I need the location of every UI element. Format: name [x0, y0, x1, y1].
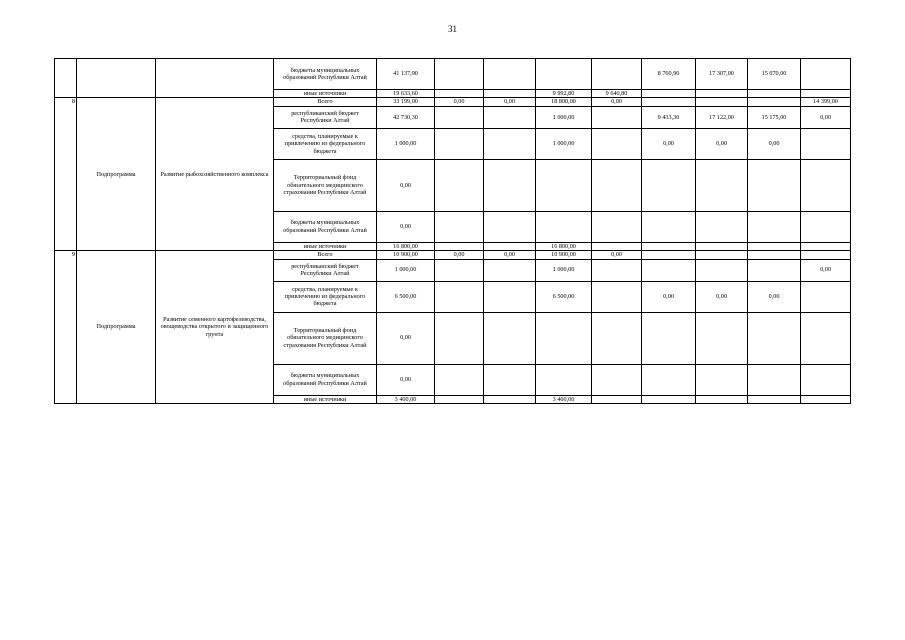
year-amount — [748, 251, 801, 259]
year-amount — [484, 159, 536, 211]
year-amount — [642, 395, 696, 403]
year-amount — [801, 90, 851, 98]
funding-source: Всего — [274, 251, 377, 259]
year-amount — [801, 59, 851, 90]
year-amount — [748, 90, 801, 98]
year-amount: 0,00 — [592, 251, 642, 259]
year-amount — [592, 211, 642, 242]
funding-source: иные источники — [274, 90, 377, 98]
year-amount: 9 992,80 — [536, 90, 592, 98]
year-amount — [801, 251, 851, 259]
row-number — [55, 59, 77, 98]
year-amount — [435, 242, 484, 250]
total-amount: 42 730,30 — [377, 106, 435, 128]
year-amount — [536, 211, 592, 242]
funding-source: бюджеты муниципальных образований Республики Алтай — [274, 59, 377, 90]
year-amount — [748, 364, 801, 395]
year-amount — [642, 251, 696, 259]
table-row — [55, 251, 851, 259]
total-amount: 1 000,00 — [377, 128, 435, 159]
budget-table-body — [55, 59, 851, 404]
funding-source: республиканский бюджет Республики Алтай — [274, 259, 377, 281]
year-amount: 0,00 — [801, 259, 851, 281]
year-amount — [435, 159, 484, 211]
year-amount: 3 400,00 — [536, 395, 592, 403]
year-amount — [536, 364, 592, 395]
year-amount: 8 760,90 — [642, 59, 696, 90]
funding-source: средства, планируемые к привлечению из федерального бюджета — [274, 128, 377, 159]
budget-table — [54, 58, 851, 404]
year-amount: 14 399,00 — [801, 98, 851, 106]
total-amount: 0,00 — [377, 159, 435, 211]
year-amount: 0,00 — [484, 98, 536, 106]
year-amount: 0,00 — [435, 251, 484, 259]
total-amount: 33 199,00 — [377, 98, 435, 106]
year-amount: 1 000,00 — [536, 106, 592, 128]
year-amount — [696, 242, 748, 250]
year-amount — [435, 106, 484, 128]
year-amount: 0,00 — [696, 281, 748, 312]
year-amount — [435, 128, 484, 159]
year-amount — [435, 90, 484, 98]
year-amount — [642, 364, 696, 395]
year-amount — [484, 312, 536, 364]
total-amount: 41 137,90 — [377, 59, 435, 90]
year-amount — [642, 159, 696, 211]
year-amount — [642, 90, 696, 98]
funding-source: Территориальный фонд обязательного медицинского страхования Республики Алтай — [274, 312, 377, 364]
year-amount — [748, 98, 801, 106]
year-amount — [748, 242, 801, 250]
year-amount: 17 122,00 — [696, 106, 748, 128]
year-amount — [748, 259, 801, 281]
year-amount — [801, 128, 851, 159]
year-amount: 6 500,00 — [536, 281, 592, 312]
year-amount: 18 800,00 — [536, 98, 592, 106]
year-amount — [536, 59, 592, 90]
funding-source: бюджеты муниципальных образований Республики Алтай — [274, 364, 377, 395]
year-amount — [484, 281, 536, 312]
year-amount — [801, 312, 851, 364]
year-amount — [748, 312, 801, 364]
row-number: 9 — [55, 251, 77, 404]
year-amount — [696, 395, 748, 403]
year-amount — [435, 364, 484, 395]
year-amount: 9 433,30 — [642, 106, 696, 128]
year-amount: 17 307,00 — [696, 59, 748, 90]
year-amount — [748, 159, 801, 211]
year-amount — [696, 98, 748, 106]
funding-source: республиканский бюджет Республики Алтай — [274, 106, 377, 128]
total-amount: 6 500,00 — [377, 281, 435, 312]
year-amount — [696, 211, 748, 242]
funding-source: Всего — [274, 98, 377, 106]
year-amount — [592, 395, 642, 403]
program-name: Развитие рыбохозяйственного комплекса — [156, 98, 274, 251]
year-amount — [592, 128, 642, 159]
total-amount: 0,00 — [377, 211, 435, 242]
year-amount — [536, 159, 592, 211]
year-amount — [696, 251, 748, 259]
year-amount — [696, 312, 748, 364]
page-number: 31 — [448, 24, 457, 34]
year-amount — [696, 259, 748, 281]
year-amount — [801, 364, 851, 395]
total-amount: 16 800,00 — [377, 242, 435, 250]
year-amount — [642, 211, 696, 242]
year-amount — [801, 242, 851, 250]
year-amount — [536, 312, 592, 364]
year-amount: 0,00 — [748, 128, 801, 159]
year-amount — [642, 98, 696, 106]
year-amount — [592, 312, 642, 364]
year-amount — [435, 59, 484, 90]
year-amount: 15 070,00 — [748, 59, 801, 90]
program-type: Подпрограмма — [77, 98, 156, 251]
year-amount: 10 900,00 — [536, 251, 592, 259]
year-amount — [435, 259, 484, 281]
year-amount — [484, 106, 536, 128]
year-amount — [484, 242, 536, 250]
year-amount — [642, 259, 696, 281]
table-row — [55, 98, 851, 106]
year-amount — [748, 211, 801, 242]
funding-source: бюджеты муниципальных образований Республики Алтай — [274, 211, 377, 242]
program-type: Подпрограмма — [77, 251, 156, 404]
year-amount: 0,00 — [642, 281, 696, 312]
year-amount — [484, 59, 536, 90]
year-amount — [801, 395, 851, 403]
year-amount — [592, 242, 642, 250]
year-amount — [592, 259, 642, 281]
year-amount — [435, 281, 484, 312]
year-amount — [484, 128, 536, 159]
year-amount — [484, 211, 536, 242]
year-amount: 0,00 — [801, 106, 851, 128]
year-amount — [484, 395, 536, 403]
year-amount — [696, 90, 748, 98]
year-amount — [592, 281, 642, 312]
total-amount: 19 633,60 — [377, 90, 435, 98]
program-name — [156, 59, 274, 98]
year-amount: 0,00 — [435, 98, 484, 106]
year-amount — [592, 364, 642, 395]
year-amount — [435, 211, 484, 242]
total-amount: 3 400,00 — [377, 395, 435, 403]
year-amount — [484, 259, 536, 281]
funding-source: Территориальный фонд обязательного медицинского страхования Республики Алтай — [274, 159, 377, 211]
funding-source: иные источники — [274, 395, 377, 403]
year-amount — [642, 242, 696, 250]
year-amount — [696, 364, 748, 395]
year-amount: 0,00 — [592, 98, 642, 106]
total-amount: 10 900,00 — [377, 251, 435, 259]
program-type — [77, 59, 156, 98]
year-amount: 0,00 — [748, 281, 801, 312]
row-number: 8 — [55, 98, 77, 251]
year-amount — [484, 90, 536, 98]
year-amount — [801, 159, 851, 211]
year-amount: 15 175,00 — [748, 106, 801, 128]
year-amount — [435, 312, 484, 364]
year-amount — [696, 159, 748, 211]
year-amount — [592, 159, 642, 211]
year-amount — [435, 395, 484, 403]
year-amount: 0,00 — [642, 128, 696, 159]
year-amount: 0,00 — [696, 128, 748, 159]
year-amount — [592, 106, 642, 128]
funding-source: средства, планируемые к привлечению из федерального бюджета — [274, 281, 377, 312]
year-amount — [801, 281, 851, 312]
funding-source: иные источники — [274, 242, 377, 250]
year-amount — [642, 312, 696, 364]
total-amount: 0,00 — [377, 312, 435, 364]
program-name: Развитие семенного картофелеводства, овощеводства открытого и защищенного грунта — [156, 251, 274, 404]
table-row — [55, 59, 851, 90]
year-amount: 1 000,00 — [536, 259, 592, 281]
year-amount — [801, 211, 851, 242]
year-amount — [592, 59, 642, 90]
total-amount: 0,00 — [377, 364, 435, 395]
year-amount — [748, 395, 801, 403]
year-amount: 1 000,00 — [536, 128, 592, 159]
total-amount: 1 000,00 — [377, 259, 435, 281]
year-amount — [484, 364, 536, 395]
year-amount: 0,00 — [484, 251, 536, 259]
year-amount: 16 800,00 — [536, 242, 592, 250]
year-amount: 9 640,80 — [592, 90, 642, 98]
